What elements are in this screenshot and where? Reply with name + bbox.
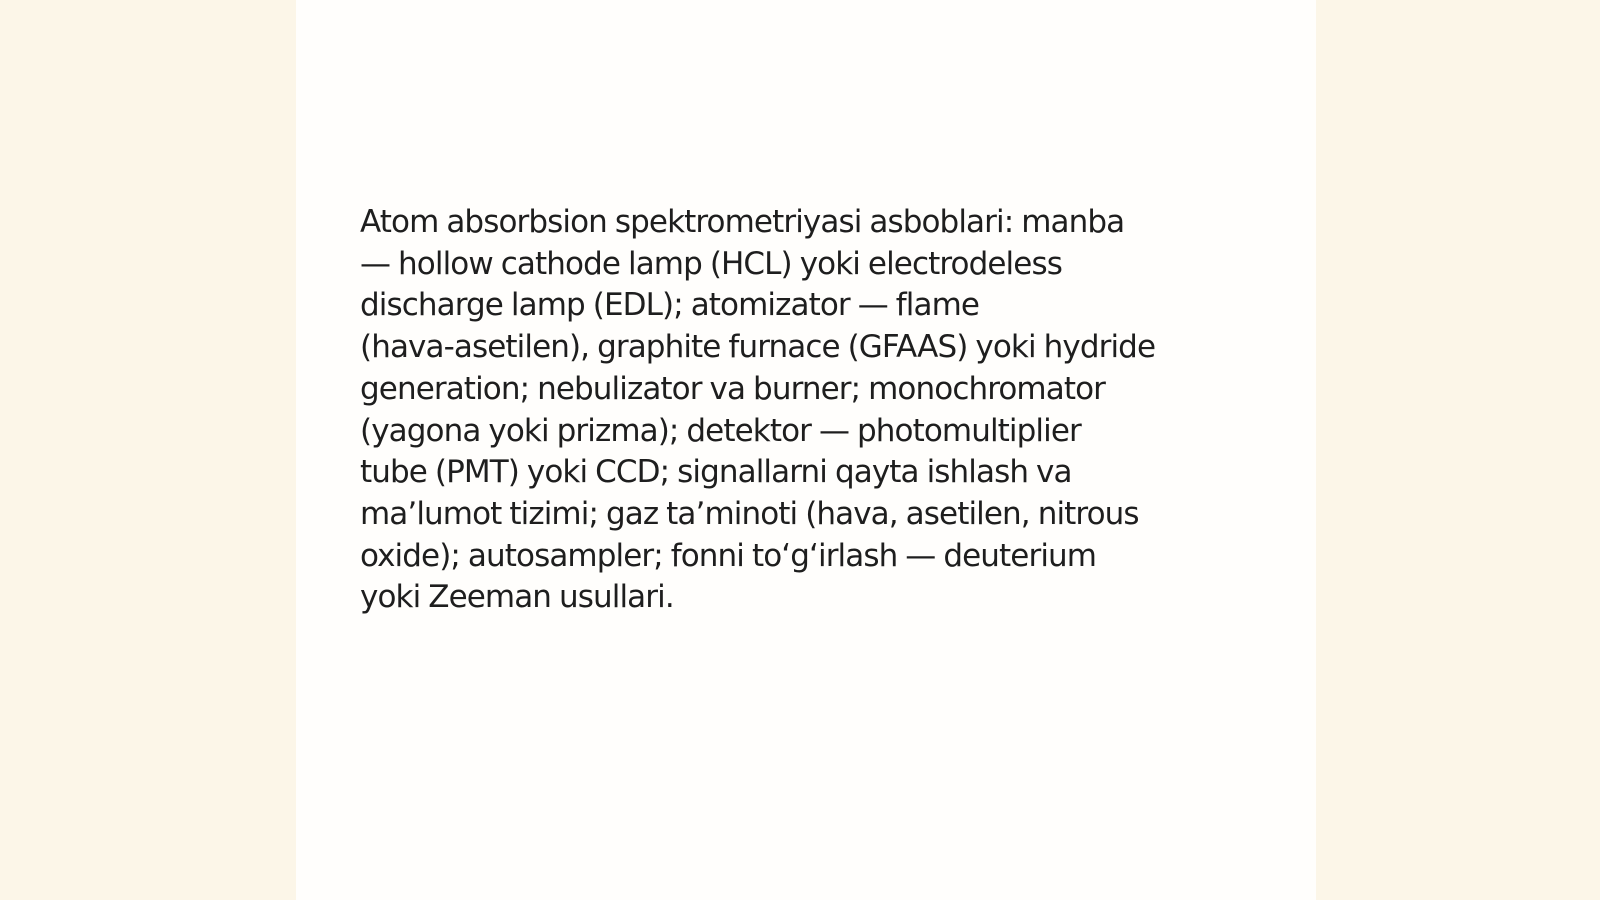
paragraph-line: yoki Zeeman usullari. <box>360 579 674 616</box>
paragraph-line: oxide); autosampler; fonni to‘g‘irlash — deuterium <box>360 537 1097 574</box>
paragraph-line: Atom absorbsion spektrometriyasi asboblari: manba <box>360 204 1125 240</box>
body-paragraph <box>360 202 1260 619</box>
paragraph-line: ma’lumot tizimi; gaz ta’minoti (hava, asetilen, nitrous <box>360 495 1139 532</box>
paragraph-line: — hollow cathode lamp (HCL) yoki electrodeless <box>360 245 1062 282</box>
document-page <box>296 0 1316 900</box>
paragraph-line: discharge lamp (EDL); atomizator — flame <box>360 287 980 324</box>
paragraph-line: (yagona yoki prizma); detektor — photomultiplier <box>360 412 1081 449</box>
paragraph-line: generation; nebulizator va burner; monochromator <box>360 370 1105 407</box>
paragraph-line: (hava-asetilen), graphite furnace (GFAAS) yoki hydride <box>360 329 1156 366</box>
paragraph-line: tube (PMT) yoki CCD; signallarni qayta ishlash va <box>360 454 1072 491</box>
